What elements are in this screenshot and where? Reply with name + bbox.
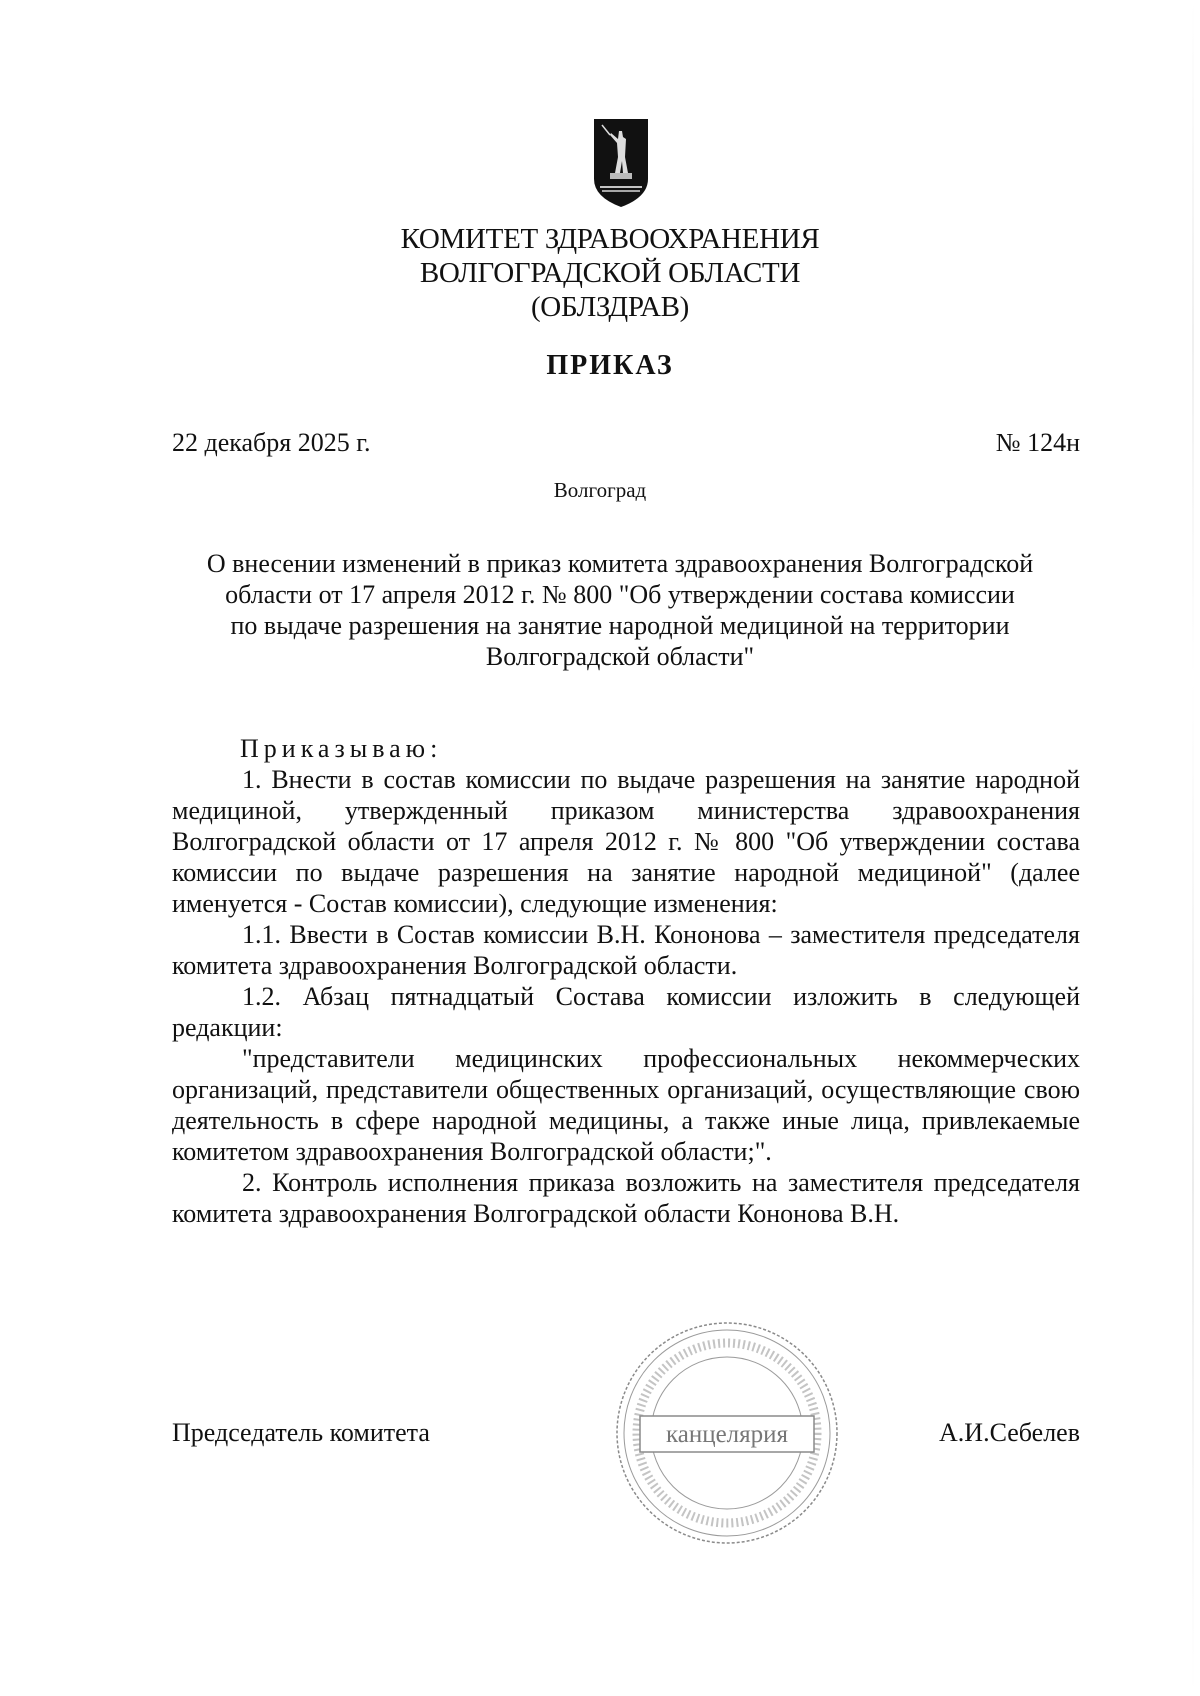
header-line: ВОЛГОГРАДСКОЙ ОБЛАСТИ [419, 257, 801, 289]
scan-edge [1192, 0, 1194, 1696]
stamp-text: канцелярия [665, 1421, 789, 1448]
document-city: Волгоград [553, 478, 647, 502]
paragraph-1-2: 1.2. Абзац пятнадцатый Состава комиссии изложить в следующей редакции: [172, 982, 1080, 1042]
quoted-paragraph: "представители медицинских профессиональных некоммерческих организаций, представители общественных организаций, осуществляющие свою деятельность в сфере народной медицины, а также иные лица, привлекаемые комитетом здравоохранения Волгоградской области;". [172, 1044, 1080, 1166]
title-line: О внесении изменений в приказ комитета здравоохранения Волгоградской [206, 549, 1034, 578]
title-line: Волгоградской области" [485, 642, 755, 671]
document-date: 22 декабря 2025 г. [172, 428, 371, 457]
signatory-title: Председатель комитета [172, 1418, 430, 1447]
order-word: Приказываю: [240, 734, 443, 763]
title-line: области от 17 апреля 2012 г. № 800 "Об утверждении состава комиссии [225, 580, 1015, 609]
office-stamp [612, 1318, 842, 1548]
header-line: КОМИТЕТ ЗДРАВООХРАНЕНИЯ [400, 223, 820, 255]
organization-header [300, 222, 920, 324]
header-line: (ОБЛЗДРАВ) [530, 291, 690, 323]
paragraph-1: 1. Внести в состав комиссии по выдаче разрешения на занятие народной медициной, утвержденный приказом министерства здравоохранения Волгоградской области от 17 апреля 2012 г. № 800 "Об утверждении состава комиссии по выдаче разрешения на занятие народной медициной" (далее именуется - Состав комиссии), следующие изменения: [172, 765, 1080, 918]
document-body [172, 733, 1080, 1229]
paragraph-2: 2. Контроль исполнения приказа возложить на заместителя председателя комитета здравоохранения Волгоградской области Кононова В.Н. [172, 1168, 1080, 1228]
signatory-name: А.И.Себелев [939, 1418, 1080, 1447]
document-type: ПРИКАЗ [546, 350, 674, 381]
document-number: № 124н [995, 428, 1080, 457]
paragraph-1-1: 1.1. Ввести в Состав комиссии В.Н. Кононова – заместителя председателя комитета здравоохранения Волгоградской области. [172, 920, 1080, 980]
title-line: по выдаче разрешения на занятие народной медициной на территории [230, 611, 1010, 640]
coat-of-arms-emblem [592, 117, 650, 209]
document-title [160, 548, 1080, 672]
